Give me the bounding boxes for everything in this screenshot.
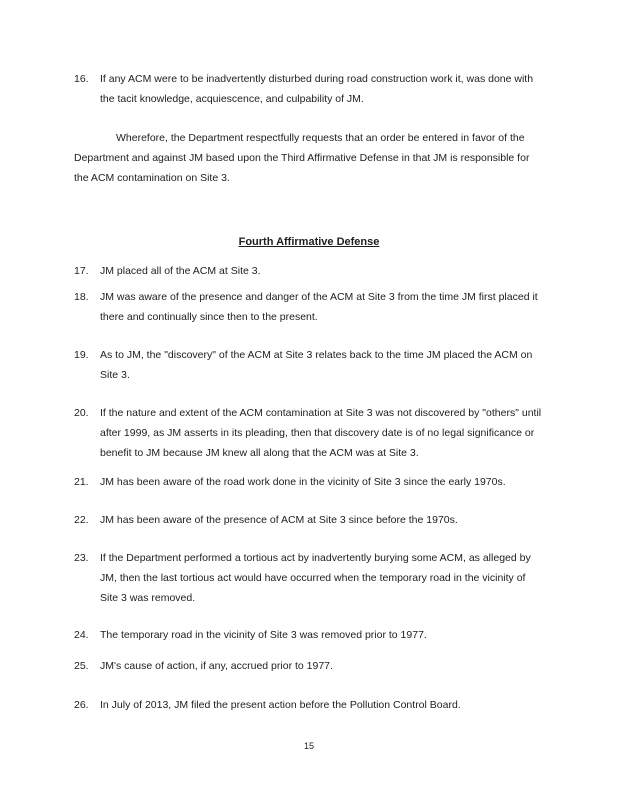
paragraph-text: If the nature and extent of the ACM contamination at Site 3 was not discovered by "others" until after 1999, as JM asserts in its pleading, then that discovery date is of no legal significance or benefit to JM because JM knew all along that the ACM was at Site 3. bbox=[100, 407, 542, 459]
page-number: 15 bbox=[303, 741, 314, 751]
paragraph-text: If the Department performed a tortious act by inadvertently burying some ACM, as alleged by JM, then the last tortious act would have occurred when the temporary road in the vicinity of Site 3 was removed. bbox=[100, 552, 531, 604]
paragraph-number: 19. bbox=[74, 349, 89, 361]
paragraph-number: 16. bbox=[74, 73, 89, 85]
section-heading: Fourth Affirmative Defense bbox=[238, 236, 380, 248]
paragraph-text: JM has been aware of the presence of ACM at Site 3 since before the 1970s. bbox=[100, 514, 458, 526]
wherefore-paragraph: Wherefore, the Department respectfully requests that an order be entered in favor of the Department and against JM based upon the Third Affirmative Defense in that JM is responsible for the ACM contamination on Site 3. bbox=[74, 132, 530, 184]
paragraph-number: 26. bbox=[74, 699, 89, 711]
paragraph-number: 23. bbox=[74, 552, 89, 564]
paragraph-number: 24. bbox=[74, 629, 89, 641]
paragraph-text: The temporary road in the vicinity of Site 3 was removed prior to 1977. bbox=[100, 629, 427, 641]
paragraph-number: 21. bbox=[74, 476, 89, 488]
paragraph-text: As to JM, the "discovery" of the ACM at Site 3 relates back to the time JM placed the ACM on Site 3. bbox=[100, 349, 533, 381]
paragraph-number: 18. bbox=[74, 291, 89, 303]
paragraph-text: JM's cause of action, if any, accrued prior to 1977. bbox=[100, 660, 333, 672]
paragraph-number: 20. bbox=[74, 407, 89, 419]
paragraph-text: JM placed all of the ACM at Site 3. bbox=[100, 265, 261, 277]
paragraph-number: 17. bbox=[74, 265, 89, 277]
paragraph-text: JM has been aware of the road work done in the vicinity of Site 3 since the early 1970s. bbox=[100, 476, 506, 488]
paragraph-number: 22. bbox=[74, 514, 89, 526]
paragraph-text: In July of 2013, JM filed the present action before the Pollution Control Board. bbox=[100, 699, 461, 711]
paragraph-number: 25. bbox=[74, 660, 89, 672]
paragraph-text: If any ACM were to be inadvertently disturbed during road construction work it, was done with the tacit knowledge, acquiescence, and culpability of JM. bbox=[100, 73, 534, 105]
paragraph-text: JM was aware of the presence and danger of the ACM at Site 3 from the time JM first placed it there and continually since then to the present. bbox=[100, 291, 538, 323]
